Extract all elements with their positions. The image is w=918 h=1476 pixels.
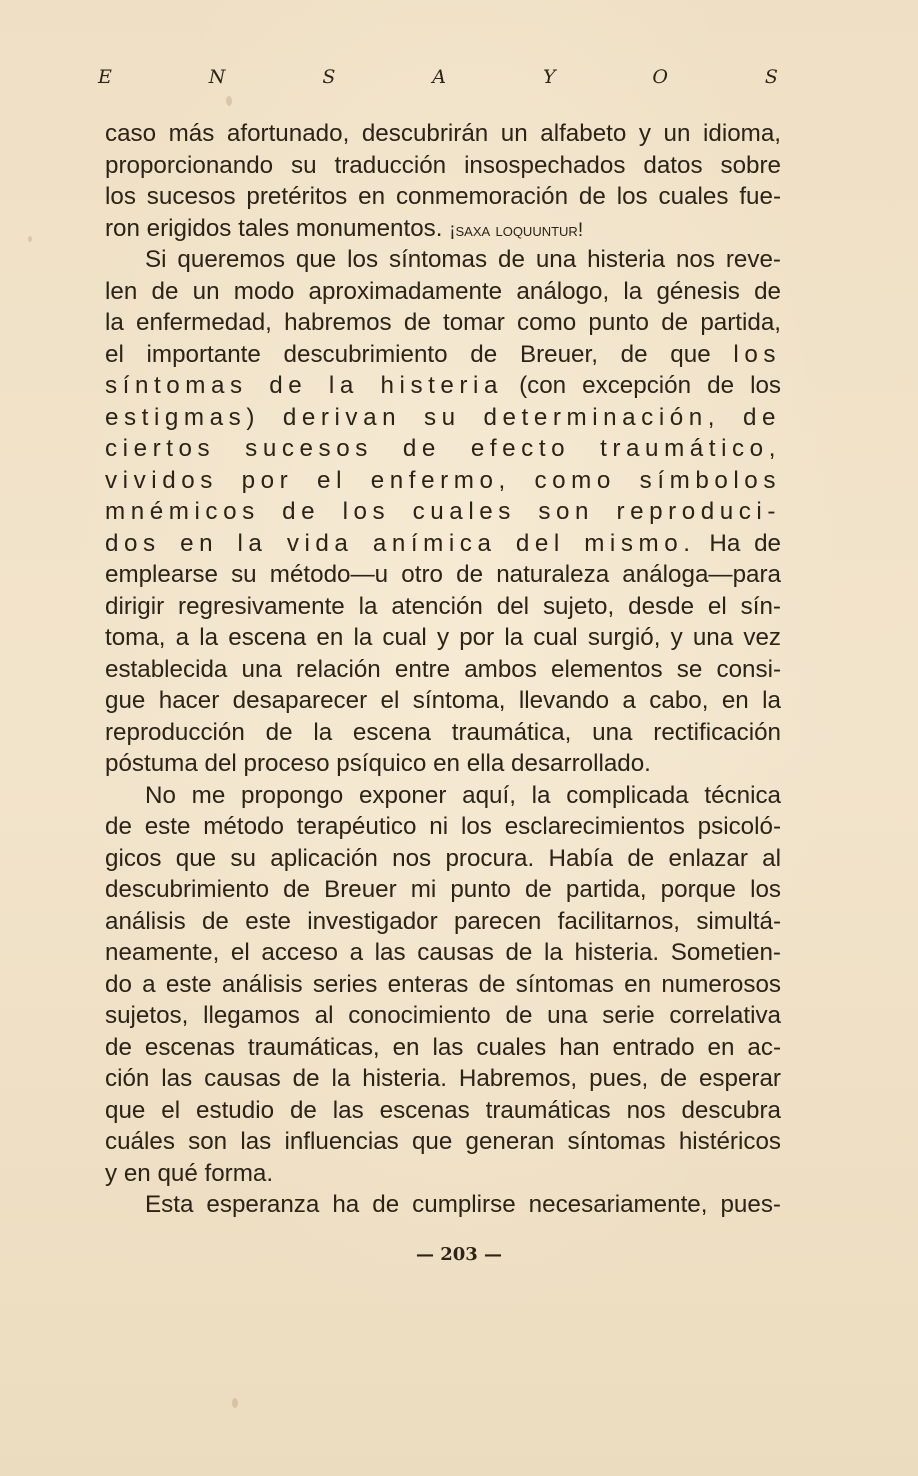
text-line: los sucesos pretéritos en conmemoración de los cuales fue-	[105, 183, 781, 210]
emphasis-line: mnémicos de los cuales son reproduci-	[105, 498, 781, 525]
text-run: Ha de	[695, 529, 781, 557]
latin-phrase: ¡saxa loquuntur!	[449, 219, 584, 241]
emphasis-line: ciertos sucesos de efecto traumático,	[105, 435, 781, 462]
text-line: toma, a la escena en la cual y por la cual surgió, y una vez	[105, 624, 781, 651]
text-line: Si queremos que los síntomas de una histeria nos reve-	[145, 246, 781, 273]
text-line	[105, 339, 781, 371]
text-line: la enfermedad, habremos de tomar como punto de partida,	[105, 309, 781, 336]
text-line	[105, 370, 781, 402]
text-line: No me propongo exponer aquí, la complicada técnica	[145, 781, 781, 809]
running-head	[98, 66, 778, 88]
page-number: — 203 —	[415, 1244, 503, 1265]
running-head-letter: S	[322, 66, 336, 88]
text-line: y en qué forma.	[105, 1159, 274, 1187]
running-head-letter: E	[98, 66, 112, 88]
text-line: de escenas traumáticas, en las cuales han entrado en ac-	[105, 1033, 781, 1061]
text-line: cuáles son las influencias que generan síntomas histéricos	[105, 1128, 781, 1155]
text-line: reproducción de la escena traumática, una rectificación	[105, 718, 781, 746]
text-line: ción las causas de la histeria. Habremos, pues, de esperar	[105, 1065, 781, 1092]
emphasis-text: estigmas)	[105, 403, 260, 431]
text-line: neamente, el acceso a las causas de la histeria. Sometien-	[105, 939, 781, 966]
text-line: proporcionando su traducción insospechados datos sobre	[105, 151, 781, 179]
paper-spot	[232, 1398, 238, 1408]
emphasis-text: dos en la vida anímica del mismo.	[105, 529, 696, 557]
text-line	[105, 528, 781, 560]
text-line: gicos que su aplicación nos procura. Había de enlazar al	[105, 844, 781, 872]
running-head-letter: N	[208, 66, 226, 88]
text-line	[105, 402, 781, 434]
text-line: dirigir regresivamente la atención del sujeto, desde el sín-	[105, 592, 781, 620]
running-head-letter: Y	[542, 66, 556, 88]
paper-spot	[226, 96, 232, 106]
text-run: ron erigidos tales monumentos.	[105, 214, 450, 242]
text-line: análisis de este investigador parecen facilitarnos, simultá-	[105, 907, 781, 935]
emphasis-text: síntomas de la histeria	[105, 372, 504, 399]
text-line: de este método terapéutico ni los esclarecimientos psicoló-	[105, 813, 781, 840]
text-line: póstuma del proceso psíquico en ella desarrollado.	[105, 750, 651, 777]
text-run: el importante descubrimiento de Breuer, de que	[105, 340, 734, 368]
emphasis-line: vividos por el enfermo, como símbolos	[105, 466, 781, 494]
text-line: len de un modo aproximadamente análogo, la génesis de	[105, 277, 781, 305]
running-head-letter: O	[652, 66, 668, 88]
text-line: descubrimiento de Breuer mi punto de partida, porque los	[105, 876, 781, 903]
text-line: que el estudio de las escenas traumáticas nos descubra	[105, 1096, 781, 1124]
text-line: Esta esperanza ha de cumplirse necesariamente, pues-	[145, 1191, 781, 1218]
running-head-letter: A	[432, 66, 447, 88]
emphasis-text: los	[733, 340, 781, 368]
text-line: caso más afortunado, descubrirán un alfabeto y un idioma,	[105, 120, 781, 147]
text-line: do a este análisis series enteras de síntomas en numerosos	[105, 970, 781, 998]
body-text	[105, 118, 781, 1221]
text-line	[105, 213, 781, 245]
text-line: establecida una relación entre ambos elementos se consi-	[105, 655, 781, 683]
text-line: gue hacer desaparecer el síntoma, llevando a cabo, en la	[105, 687, 781, 714]
paper-spot	[28, 236, 32, 242]
emphasis-text: derivan su determinación, de	[282, 403, 781, 431]
text-line: emplearse su método—u otro de naturaleza análoga—para	[105, 561, 781, 588]
running-head-letter: S	[764, 66, 778, 88]
text-run: (con excepción de los	[503, 372, 782, 399]
text-line: sujetos, llegamos al conocimiento de una serie correlativa	[105, 1002, 781, 1029]
